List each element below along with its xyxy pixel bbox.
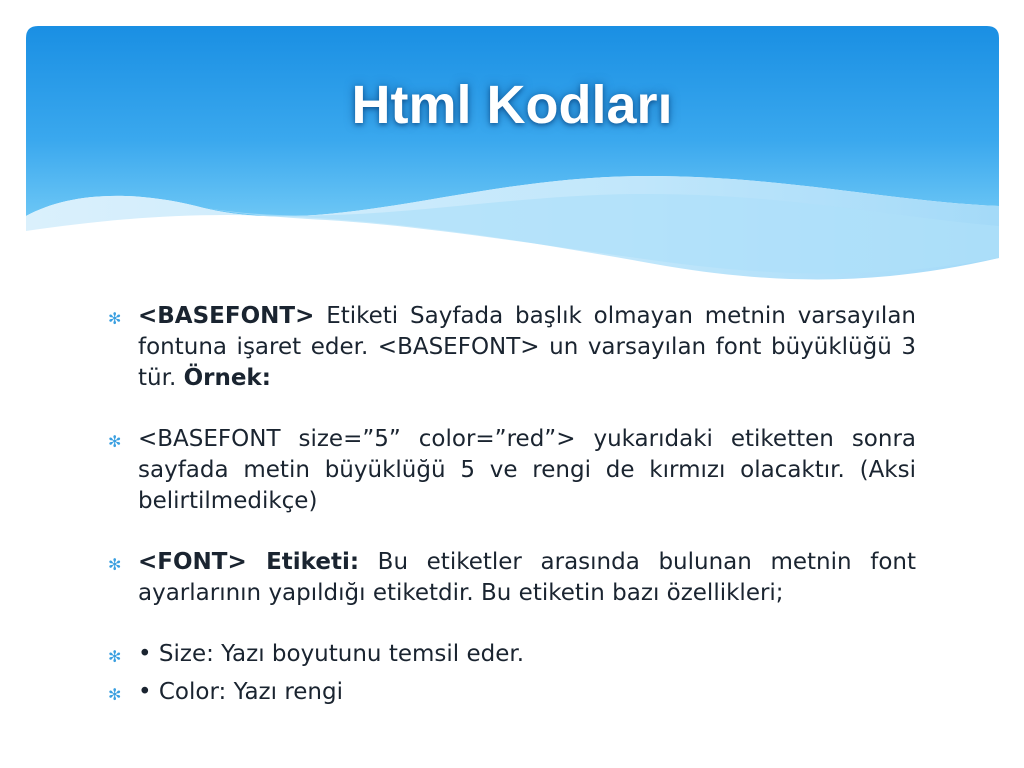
item-text: • Color: Yazı rengi — [138, 679, 344, 705]
list-item — [104, 301, 916, 394]
item-strong: <FONT> Etiketi: — [138, 549, 360, 575]
bullet-list — [104, 301, 916, 708]
asterisk-bullet-icon: ✻ — [108, 309, 122, 328]
list-item — [104, 424, 916, 517]
item-text: <BASEFONT size=”5” color=”red”> yukarıdaki etiketten sonra sayfada metin büyüklüğü 5 ve rengi de kırmızı olacaktır. (Aksi belirtilmedikçe) — [138, 426, 916, 514]
item-strong: <BASEFONT> — [138, 303, 315, 329]
list-item — [104, 639, 916, 670]
list-item — [104, 547, 916, 609]
item-text: • Size: Yazı boyutunu temsil eder. — [138, 641, 525, 667]
asterisk-bullet-icon: ✻ — [108, 685, 122, 704]
asterisk-bullet-icon: ✻ — [108, 647, 122, 666]
item-strong-end: Örnek: — [183, 365, 271, 391]
asterisk-bullet-icon: ✻ — [108, 432, 122, 451]
asterisk-bullet-icon: ✻ — [108, 555, 122, 574]
header-wave-graphic — [26, 26, 999, 296]
header-banner — [26, 26, 999, 296]
item-text: Bu etiketler arasında bulunan metnin font ayarlarının yapıldığı etiketdir. Bu etiketin bazı özellikleri; — [138, 549, 916, 606]
list-item — [104, 677, 916, 708]
item-text: Etiketi Sayfada başlık olmayan metnin varsayılan fontuna işaret eder. <BASEFONT> un varsayılan font büyüklüğü 3 tür. — [138, 303, 916, 391]
slide-title: Html Kodları — [351, 75, 673, 135]
